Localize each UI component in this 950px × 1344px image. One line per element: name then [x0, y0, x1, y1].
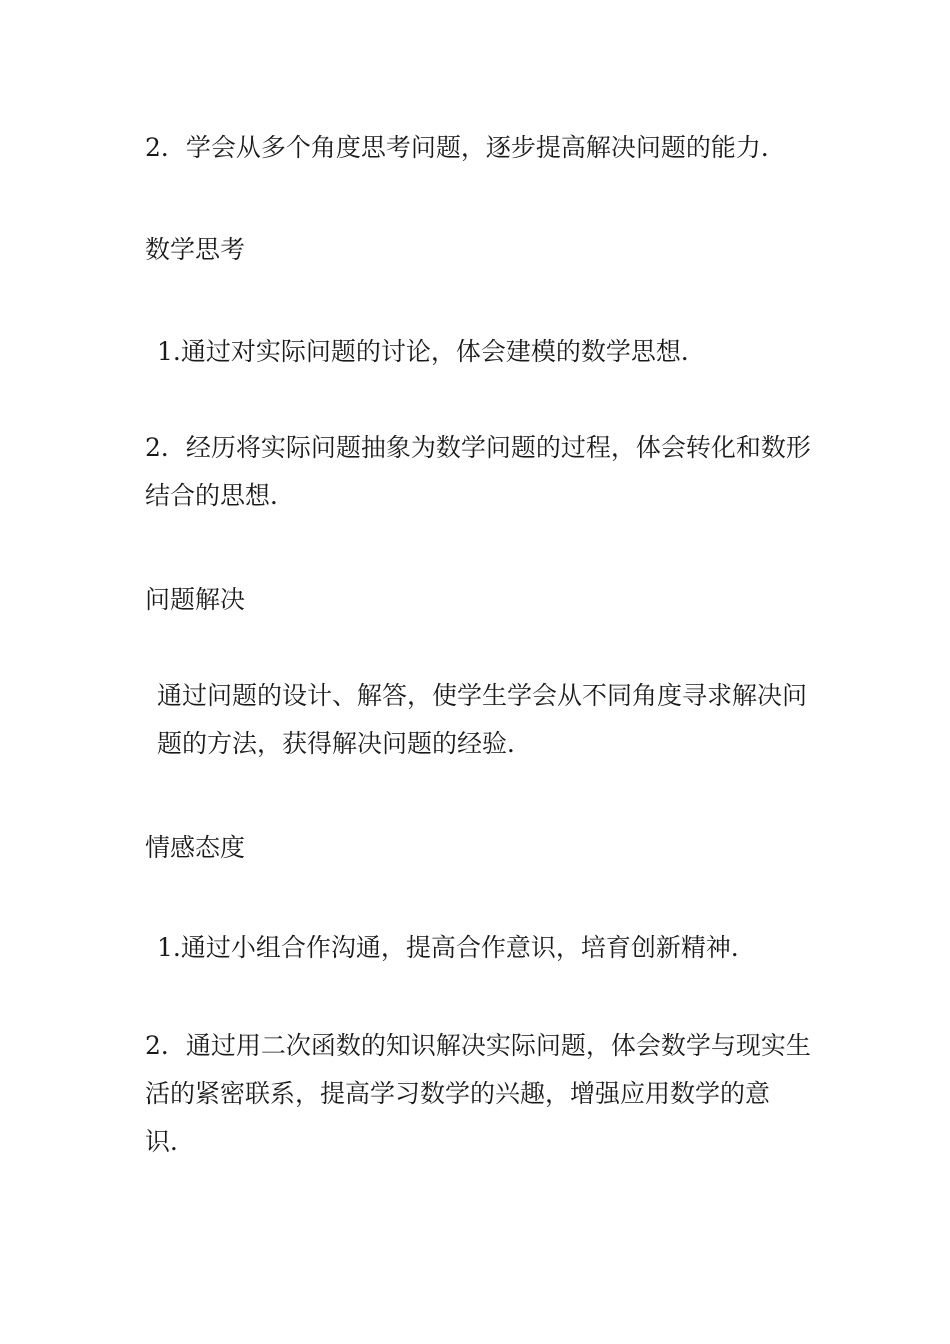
paragraph-thinking-1: 1.通过对实际问题的讨论，体会建模的数学思想．	[157, 337, 706, 366]
paragraph-emotion-1: 1.通过小组合作沟通，提高合作意识，培育创新精神．	[157, 933, 756, 962]
heading-math-thinking: 数学思考	[145, 235, 246, 264]
heading-emotion-attitude: 情感态度	[145, 833, 246, 862]
paragraph-problem-solving: 通过问题的设计、解答，使学生学会从不同角度寻求解决问题的方法，获得解决问题的经验．	[157, 681, 808, 758]
paragraph-goal-2: 2．学会从多个角度思考问题，逐步提高解决问题的能力．	[145, 133, 786, 162]
paragraph-emotion-2: 2．通过用二次函数的知识解决实际问题，体会数学与现实生活的紧密联系，提高学习数学的兴趣，增强应用数学的意识．	[145, 1031, 811, 1156]
heading-problem-solving: 问题解决	[145, 585, 246, 614]
paragraph-thinking-2: 2．经历将实际问题抽象为数学问题的过程，体会转化和数形结合的思想．	[145, 433, 811, 510]
